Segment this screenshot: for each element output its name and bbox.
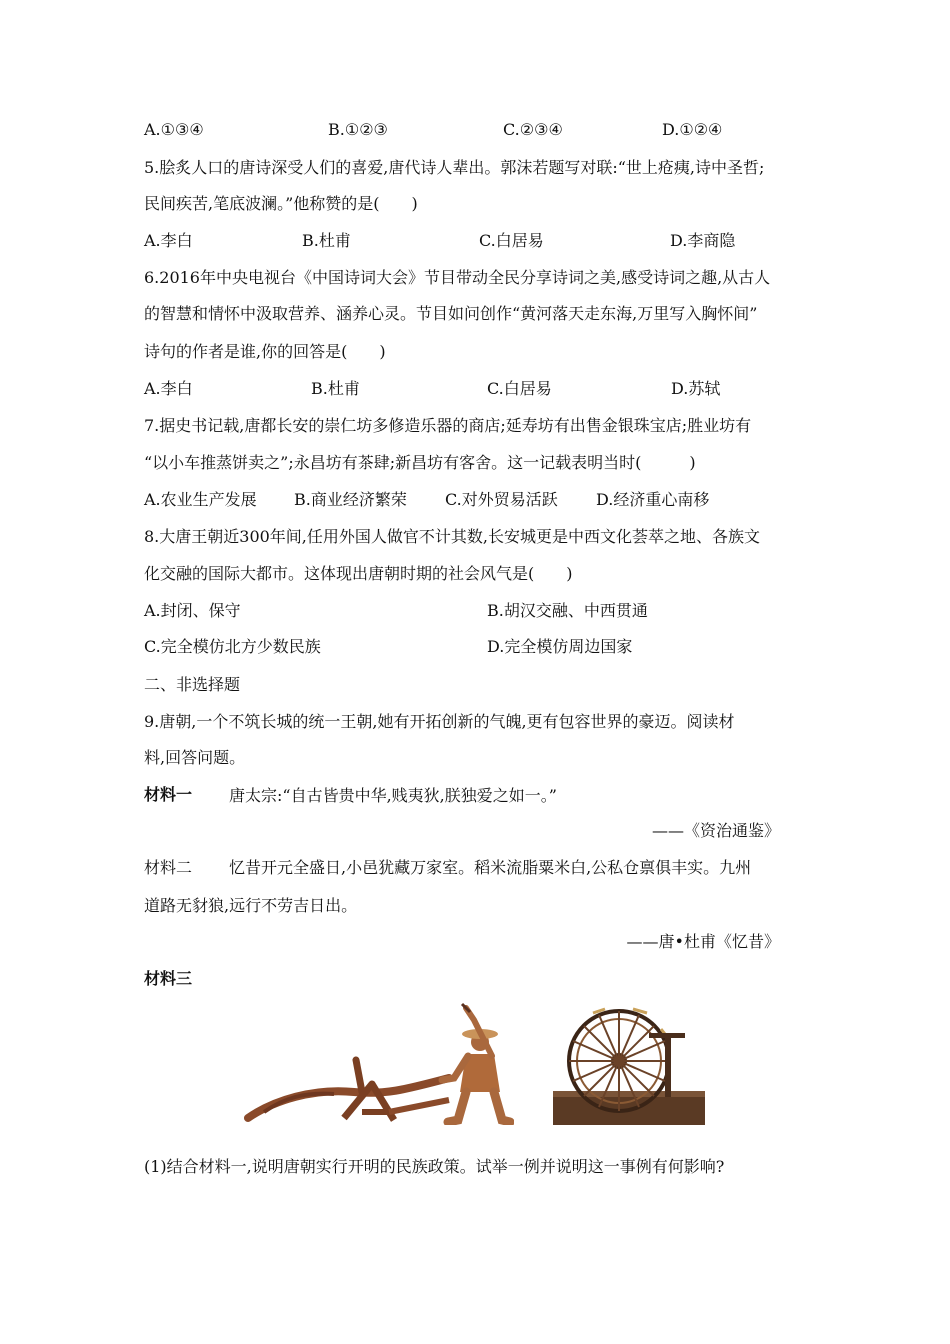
material-1-source: ——《资治通鉴》 [651,821,780,840]
plowing-farmer-illustration [244,1000,514,1125]
water-wheel-illustration [553,1005,705,1125]
q8-option-c: C.完全模仿北方少数民族 [144,637,321,656]
q9-stem-line-1: 9.唐朝,一个不筑长城的统一王朝,她有开拓创新的气魄,更有包容世界的豪迈。阅读材 [144,712,735,731]
q6-stem-line-1: 6.2016年中央电视台《中国诗词大会》节目带动全民分享诗词之美,感受诗词之趣,从古人 [144,268,771,287]
q9-stem-line-2: 料,回答问题。 [144,748,246,767]
q4-option-c: C.②③④ [503,120,563,139]
q6-option-d: D.苏轼 [671,379,721,398]
q6-option-a: A.李白 [144,379,193,398]
q6-stem-line-2: 的智慧和情怀中汲取营养、涵养心灵。节目如问创作“黄河落天走东海,万里写入胸怀间” [144,304,758,323]
q7-option-d: D.经济重心南移 [596,490,710,509]
q8-option-d: D.完全模仿周边国家 [487,637,633,656]
material-2-source: ——唐•杜甫《忆昔》 [626,932,780,951]
q8-option-b: B.胡汉交融、中西贯通 [487,601,648,620]
q4-option-b: B.①②③ [328,120,388,139]
q5-stem-line-2: 民间疾苦,笔底波澜。”他称赞的是( ) [144,194,418,213]
q8-option-a: A.封闭、保守 [144,601,241,620]
q5-option-d: D.李商隐 [670,231,736,250]
q6-option-c: C.白居易 [487,379,552,398]
question-9-part-1: (1)结合材料一,说明唐朝实行开明的民族政策。试举一例并说明这一事例有何影响? [144,1157,725,1176]
q5-stem-line-1: 5.脍炙人口的唐诗深受人们的喜爱,唐代诗人辈出。郭沫若题写对联:“世上疮痍,诗中圣哲; [144,158,765,177]
q8-stem-line-1: 8.大唐王朝近300年间,任用外国人做官不计其数,长安城更是中西文化荟萃之地、各族文 [144,527,760,546]
q4-option-d: D.①②④ [662,120,723,139]
q6-option-b: B.杜甫 [311,379,360,398]
material-2-line-2: 道路无豺狼,远行不劳吉日出。 [144,896,358,915]
q7-option-a: A.农业生产发展 [144,490,257,509]
q4-option-a: A.①③④ [144,120,204,139]
material-1-label: 材料一 [144,787,193,804]
q7-stem-line-1: 7.据史书记载,唐都长安的崇仁坊多修造乐器的商店;延寿坊有出售金银珠宝店;胜业坊有 [144,416,752,435]
material-3-label: 材料三 [144,971,193,988]
section-heading: 二、非选择题 [144,675,241,694]
q5-option-c: C.白居易 [479,231,544,250]
material-2-label: 材料二 [144,858,193,877]
q7-option-b: B.商业经济繁荣 [294,490,407,509]
q7-option-c: C.对外贸易活跃 [445,490,558,509]
q5-option-a: A.李白 [144,231,193,250]
material-2-line-1: 忆昔开元全盛日,小邑犹藏万家室。稻米流脂粟米白,公私仓禀俱丰实。九州 [229,858,752,877]
material-1-text: 唐太宗:“自古皆贵中华,贱夷狄,朕独爱之如一。” [229,786,557,805]
q8-stem-line-2: 化交融的国际大都市。这体现出唐朝时期的社会风气是( ) [144,564,573,583]
q7-stem-line-2: “以小车推蒸饼卖之”;永昌坊有茶肆;新昌坊有客舍。这一记载表明当时( ) [144,453,696,472]
q6-stem-line-3: 诗句的作者是谁,你的回答是( ) [144,342,386,361]
q5-option-b: B.杜甫 [302,231,351,250]
